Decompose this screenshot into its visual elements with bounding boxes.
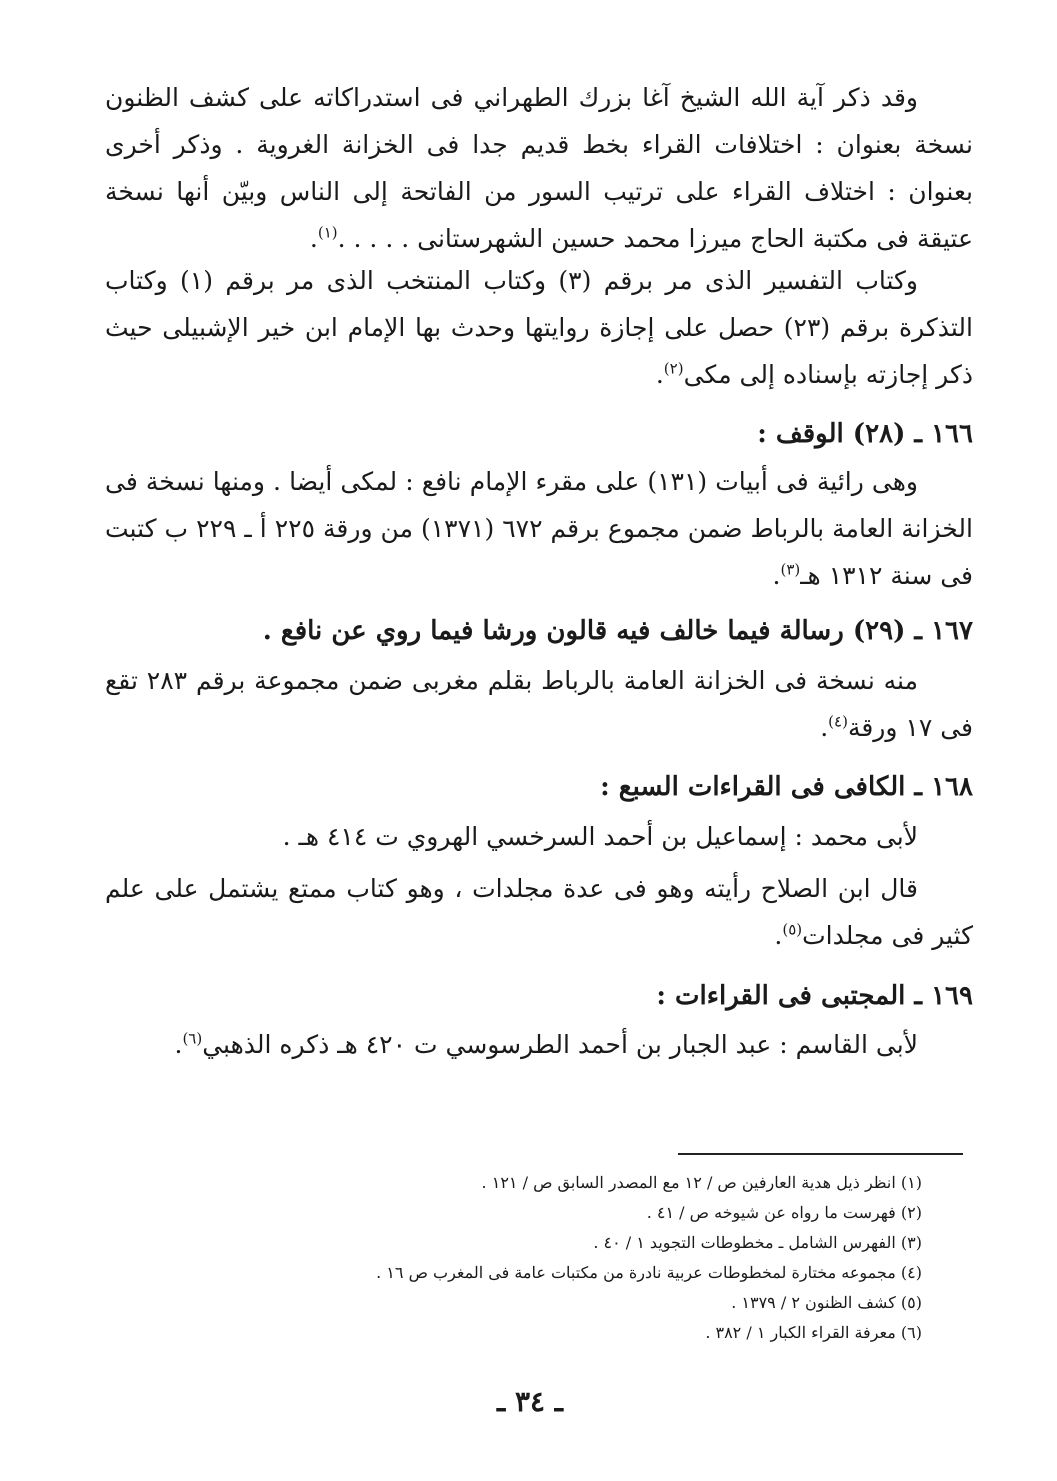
period: . [655, 360, 664, 389]
intro-text-2: وكتاب التفسير الذى مر برقم (٣) وكتاب المنتخب الذى مر برقم (١) وكتاب التذكرة برقم (٢٣) حصل على إجازة روايتها وحدث بها الإمام ابن خير الإشبيلى حيث ذكر إجازته بإسناده إلى مكى [105, 266, 973, 389]
entry-168-heading: ١٦٨ ـ الكافى فى القراءات السبع : [600, 772, 973, 802]
footnote-ref-6: (٦) [182, 1029, 203, 1048]
footnote-ref-5: (٥) [782, 920, 803, 939]
footnotes [222, 1168, 922, 1348]
footnote-4: (٤) مجموعه مختارة لمخطوطات عربية نادرة من مكتبات عامة فى المغرب ص ١٦ . [376, 1263, 922, 1282]
entry-167-paragraph [105, 657, 973, 751]
period: . [774, 921, 783, 950]
period: . [174, 1030, 183, 1059]
entry-168-text: قال ابن الصلاح رأيته وهو فى عدة مجلدات ، وهو كتاب ممتع يشتمل على علم كثير فى مجلدات [105, 874, 973, 950]
footnote-ref-3: (٣) [780, 560, 801, 579]
intro-text-1: وقد ذكر آية الله الشيخ آغا بزرك الطهراني فى استدراكاته على كشف الظنون نسخة بعنوان : اختلافات القراء بخط قديم جدا فى الخزانة الغروية . وذكر أخرى بعنوان : اختلاف القراء على ترتيب السور من الفاتحة إلى الناس وبيّن أنها نسخة عتيقة فى مكتبة الحاج ميرزا محمد حسين الشهرستانى . . . . . [105, 83, 973, 253]
page-number: ـ ٣٤ ـ [497, 1385, 563, 1418]
footnote-2: (٢) فهرست ما رواه عن شيوخه ص / ٤١ . [646, 1203, 922, 1222]
entry-166-paragraph [105, 458, 973, 599]
footnote-3: (٣) الفهرس الشامل ـ مخطوطات التجويد ١ / ٤٠ . [593, 1233, 922, 1252]
entry-167-heading: ١٦٧ ـ (٢٩) رسالة فيما خالف فيه قالون ورشا فيما روي عن نافع . [262, 616, 973, 646]
footnote-ref-4: (٤) [828, 712, 848, 731]
footnote-6: (٦) معرفة القراء الكبار ١ / ٣٨٢ . [705, 1323, 922, 1342]
footnote-1: (١) انظر ذيل هدية العارفين ص / ١٢ مع المصدر السابق ص / ١٢١ . [481, 1173, 922, 1192]
entry-169-author: لأبى القاسم : عبد الجبار بن أحمد الطرسوسي ت ٤٢٠ هـ ذكره الذهبي [202, 1030, 918, 1059]
period: . [820, 713, 829, 742]
entry-166-text: وهى رائية فى أبيات (١٣١) على مقرء الإمام نافع : لمكى أيضا . ومنها نسخة فى الخزانة العامة بالرباط ضمن مجموع برقم ٦٧٢ (١٣٧١) من ورقة ٢٢٥ أ ـ ٢٢٩ ب كتبت فى سنة ١٣١٢ هـ [105, 467, 973, 590]
entry-166-heading: ١٦٦ ـ (٢٨) الوقف : [757, 419, 973, 449]
entry-167-text: منه نسخة فى الخزانة العامة بالرباط بقلم مغربى ضمن مجموعة برقم ٢٨٣ تقع فى ١٧ ورقة [105, 666, 973, 742]
period: . [772, 561, 781, 590]
entry-169-heading: ١٦٩ ـ المجتبى فى القراءات : [656, 981, 973, 1011]
entry-169-author-line [105, 1021, 973, 1068]
entry-168-author: لأبى محمد : إسماعيل بن أحمد السرخسي الهروي ت ٤١٤ هـ . [282, 822, 918, 851]
intro-paragraph-1 [105, 74, 973, 262]
footnote-ref-1: (١) [317, 223, 338, 242]
intro-paragraph-2 [105, 257, 973, 398]
entry-168-paragraph [105, 865, 973, 959]
footnote-divider [678, 1153, 963, 1155]
period: . [309, 224, 318, 253]
footnote-5: (٥) كشف الظنون ٢ / ١٣٧٩ . [731, 1293, 922, 1312]
footnote-ref-2: (٢) [663, 359, 684, 378]
